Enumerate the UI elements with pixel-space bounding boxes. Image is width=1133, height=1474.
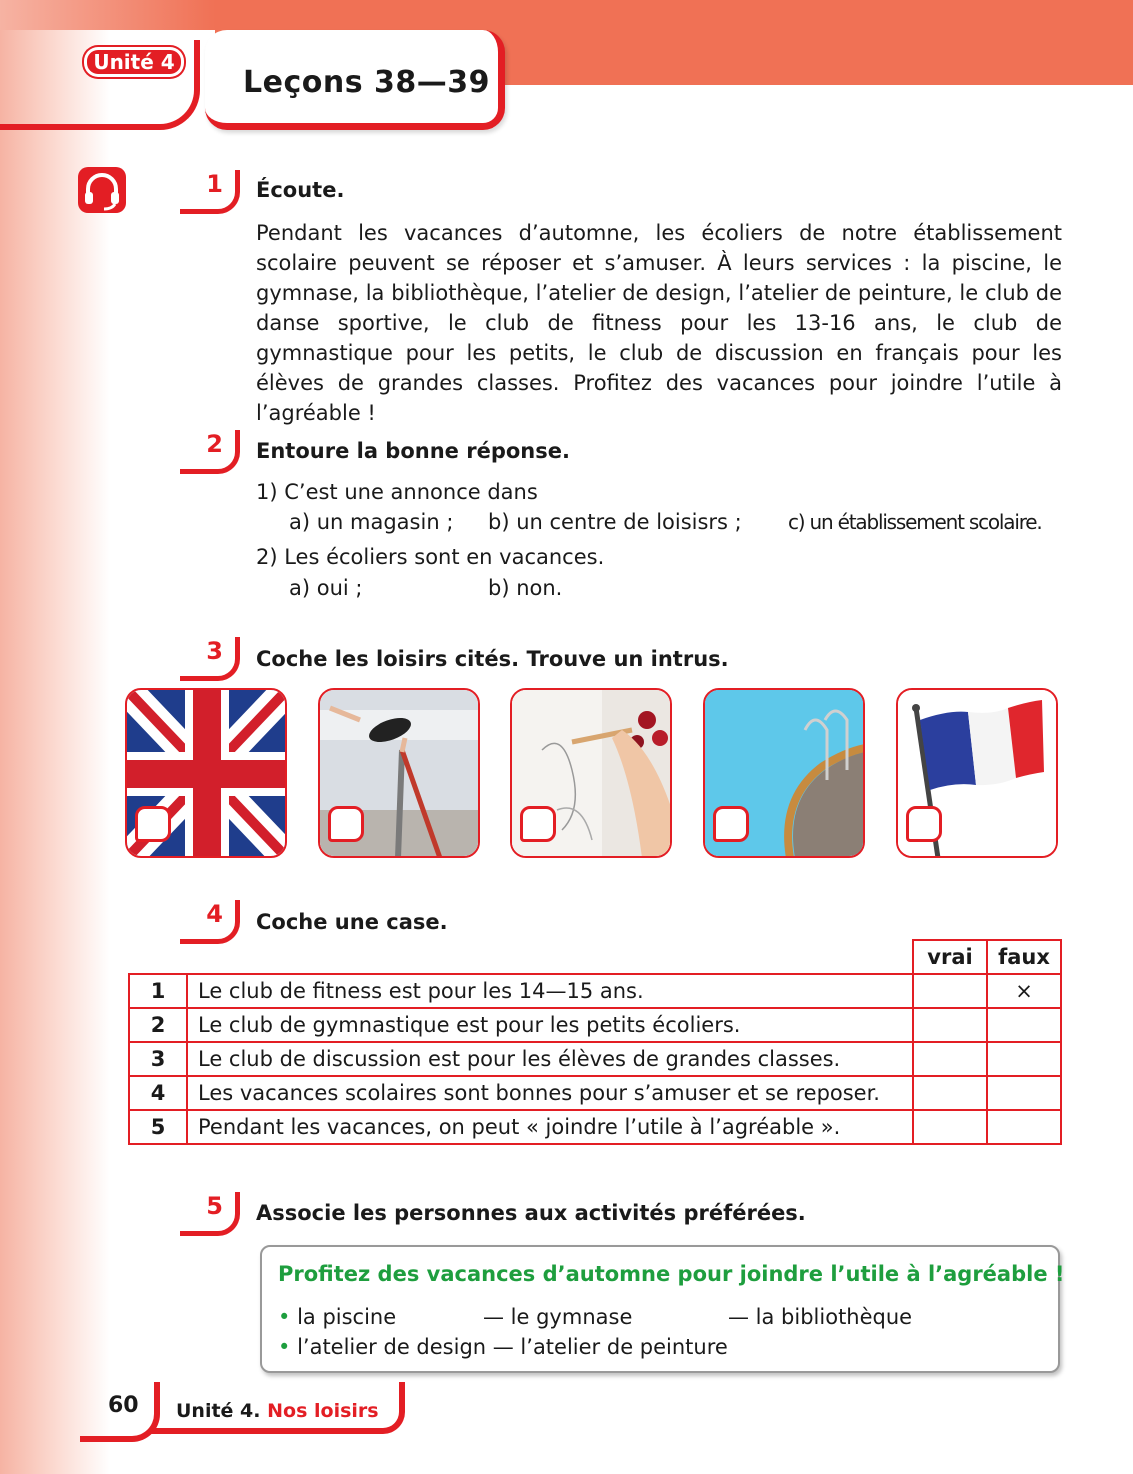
activity-bibliotheque: — la bibliothèque — [728, 1305, 913, 1329]
question-1-option-b[interactable]: b) un centre de loisisrs ; — [488, 510, 742, 534]
bullet-icon: • — [278, 1335, 298, 1359]
headphones-icon[interactable] — [78, 167, 126, 213]
vrai-cell[interactable] — [913, 974, 987, 1008]
gymnastics-image — [318, 688, 480, 858]
table-row — [129, 1042, 1061, 1076]
row-number: 1 — [129, 974, 187, 1008]
row-statement: Le club de discussion est pour les élèves de grandes classes. — [187, 1042, 913, 1076]
announcement-title: Profitez des vacances d’automne pour joindre l’utile à l’agréable ! — [278, 1262, 1065, 1286]
vrai-cell[interactable] — [913, 1008, 987, 1042]
row-number: 3 — [129, 1042, 187, 1076]
unit-badge: Unité 4 — [84, 47, 184, 77]
page-number: 60 — [108, 1393, 139, 1418]
exercise-4-title: Coche une case. — [256, 910, 448, 934]
vrai-cell[interactable] — [913, 1110, 987, 1144]
exercise-1-text: Pendant les vacances d’automne, les écoliers de notre établissement scolaire peuvent se réposer et s’amuser. À leurs services : la piscine, le gymnase, la bibliothèque, l’atelier de design, l’atelier de peinture, le club de danse sportive, le club de fitness pour les 13-16 ans, le club de gymnastique pour les petits, le club de discussion en français pour les élèves de grandes classes. Profitez des vacances pour joindre l’utile à l’agréable ! — [256, 221, 1062, 425]
row-number: 2 — [129, 1008, 187, 1042]
activity-gymnase: — le gymnase — [483, 1305, 633, 1329]
table-row — [129, 1076, 1061, 1110]
table-row — [129, 1008, 1061, 1042]
question-2: 2) Les écoliers sont en vacances. — [256, 545, 605, 569]
table-row — [129, 974, 1061, 1008]
exercise-5-title: Associe les personnes aux activités préférées. — [256, 1201, 806, 1225]
question-1-option-a[interactable]: a) un magasin ; — [289, 510, 454, 534]
activity-ateliers: l’atelier de design — l’atelier de peinture — [297, 1335, 728, 1359]
swimming-pool-image — [703, 688, 865, 858]
uk-flag-image — [125, 688, 287, 858]
table-row — [129, 1110, 1061, 1144]
exercise-2-number: 2 — [180, 430, 240, 474]
vrai-cell[interactable] — [913, 1042, 987, 1076]
vrai-cell[interactable] — [913, 1076, 987, 1110]
exercise-2-title: Entoure la bonne réponse. — [256, 439, 570, 463]
checkbox-gymnastics[interactable] — [328, 806, 364, 842]
checkbox-uk-flag[interactable] — [135, 806, 171, 842]
exercise-5-number: 5 — [180, 1192, 240, 1236]
exercise-3-title: Coche les loisirs cités. Trouve un intrus. — [256, 647, 729, 671]
true-false-table — [128, 939, 1062, 1145]
row-number: 4 — [129, 1076, 187, 1110]
left-gradient-strip — [0, 0, 110, 1474]
row-statement: Pendant les vacances, on peut « joindre l’utile à l’agréable ». — [187, 1110, 913, 1144]
faux-cell[interactable]: × — [987, 974, 1061, 1008]
footer-unit-title — [176, 1400, 379, 1422]
page-title: Leçons 38—39 — [243, 65, 491, 100]
faux-cell[interactable] — [987, 1110, 1061, 1144]
question-2-option-b[interactable]: b) non. — [488, 576, 563, 600]
column-faux: faux — [987, 940, 1061, 974]
exercise-3-number: 3 — [180, 637, 240, 681]
exercise-1-title: Écoute. — [256, 178, 345, 202]
question-2-option-a[interactable]: a) oui ; — [289, 576, 363, 600]
top-left-band — [0, 0, 215, 30]
column-vrai: vrai — [913, 940, 987, 974]
painting-image — [510, 688, 672, 858]
announcement-line-1 — [278, 1305, 396, 1329]
french-flag-image — [896, 688, 1058, 858]
activity-piscine: la piscine — [297, 1305, 397, 1329]
row-statement: Le club de fitness est pour les 14—15 ans. — [187, 974, 913, 1008]
row-statement: Les vacances scolaires sont bonnes pour s’amuser et se reposer. — [187, 1076, 913, 1110]
exercise-1-number: 1 — [180, 170, 240, 214]
question-1-option-c[interactable]: c) un établissement scolaire. — [788, 510, 1042, 534]
faux-cell[interactable] — [987, 1076, 1061, 1110]
checkbox-swimming-pool[interactable] — [713, 806, 749, 842]
faux-cell[interactable] — [987, 1042, 1061, 1076]
faux-cell[interactable] — [987, 1008, 1061, 1042]
checkbox-painting[interactable] — [520, 806, 556, 842]
announcement-line-2 — [278, 1335, 728, 1359]
question-1: 1) C’est une annonce dans — [256, 480, 538, 504]
table-header-blank — [129, 940, 913, 974]
row-number: 5 — [129, 1110, 187, 1144]
bullet-icon: • — [278, 1305, 298, 1329]
exercise-4-number: 4 — [180, 900, 240, 944]
row-statement: Le club de gymnastique est pour les petits écoliers. — [187, 1008, 913, 1042]
footer-unit: Unité 4. — [176, 1400, 261, 1422]
footer-unit-name: Nos loisirs — [267, 1400, 379, 1422]
checkbox-french-flag[interactable] — [906, 806, 942, 842]
